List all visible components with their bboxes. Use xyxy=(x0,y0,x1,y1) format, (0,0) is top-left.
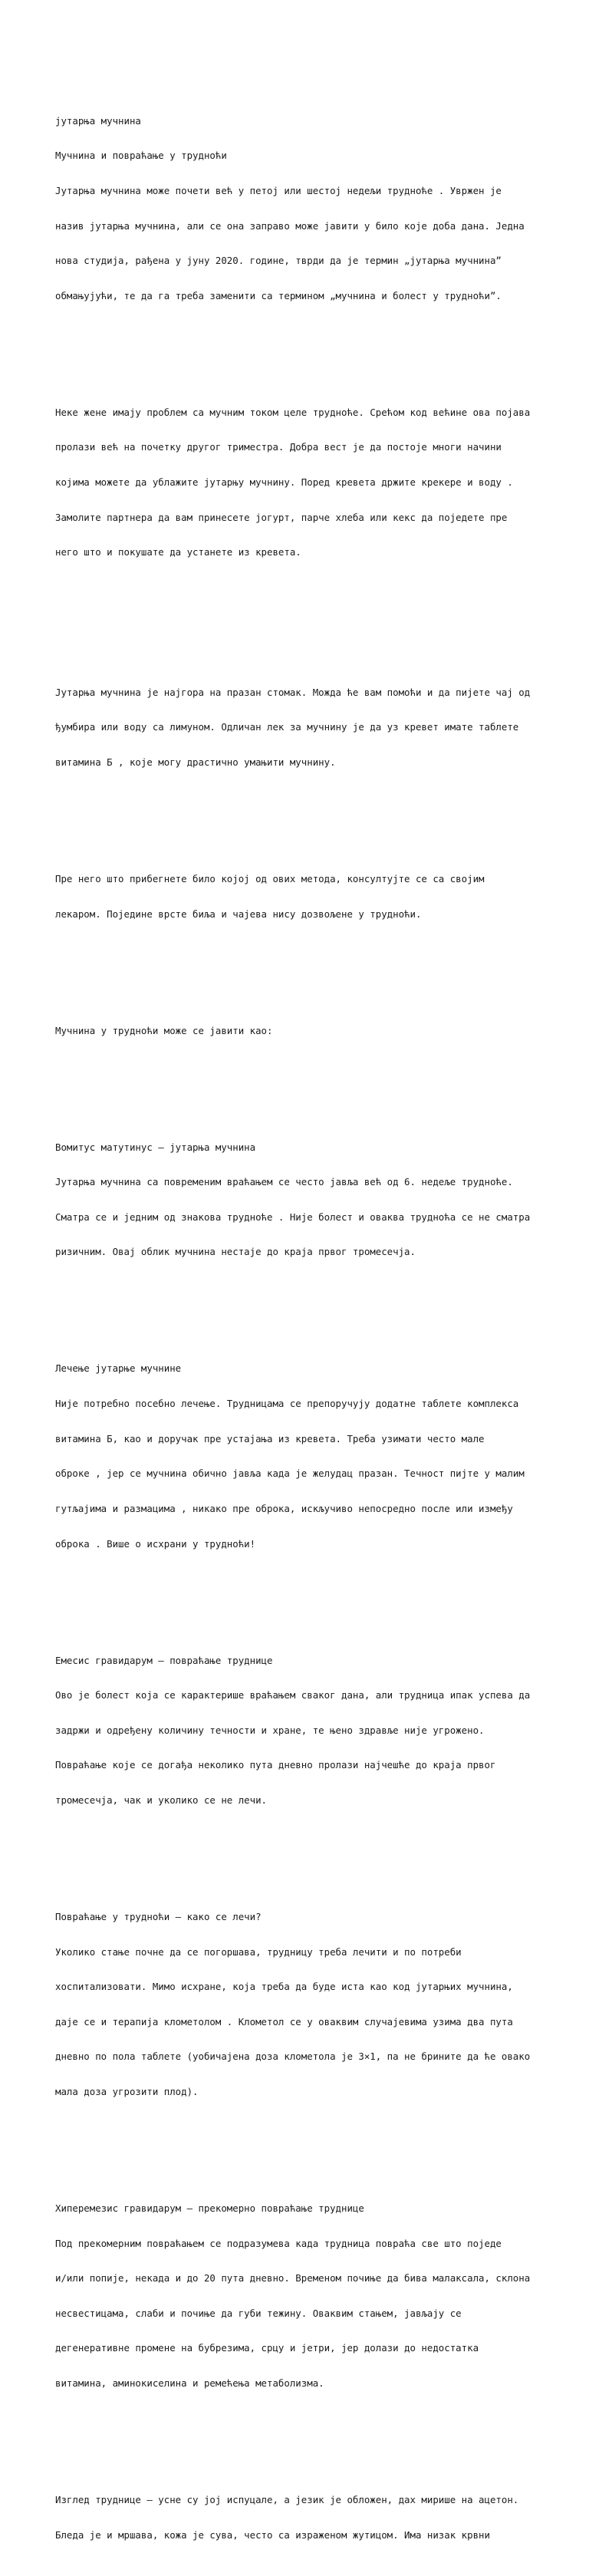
text-line: Под прекомерним повраћањем се подразумева када трудница повраћа све што поједе xyxy=(55,2237,502,2249)
paragraph-appearance xyxy=(55,2471,546,2564)
text-line: Пре него што прибегнете било којој од ових метода, консултујте се са својим xyxy=(55,872,485,884)
text-line: Јутарња мучнина може почети већ у петој или шестој недељи трудноће . Увржен је xyxy=(55,185,502,197)
text-line: дневно по пола таблете (уобичајена доза клометола је 3×1, па не брините да ће овако xyxy=(55,2051,531,2063)
text-line: Мучнина у трудноћи може се јавити као: xyxy=(55,1024,273,1036)
text-line: тромесечја, чак и уколико се не лечи. xyxy=(55,1794,268,1806)
text-line: Није потребно посебно лечење. Трудницама се препоручују додатне таблете комплекса xyxy=(55,1398,519,1410)
text-line: Изглед труднице – усне су јој испуцале, а језик је обложен, дах мирише на ацетон. xyxy=(55,2494,519,2506)
text-line: Неке жене имају проблем са мучним током целе трудноће. Срећом код већине ова појава xyxy=(55,406,531,418)
paragraph-intro xyxy=(55,91,546,324)
document-title: јутарња мучнина xyxy=(55,114,141,127)
text-line: ризичним. Овај облик мучнина нестаје до краја првог тромесечја. xyxy=(55,1246,416,1258)
text-line: којима можете да ублажите јутарњу мучнину. Поред кревета држите крекере и воду . xyxy=(55,476,513,489)
text-line: мала доза угрозити плод). xyxy=(55,2086,199,2098)
section-heading: Вомитус матутинус – јутарња мучнина xyxy=(55,1141,256,1153)
text-line: и/или попије, некада и до 20 пута дневно. Временом почиње да бива малаксала, склона xyxy=(55,2272,531,2284)
text-line: несвестицама, слаби и почиње да губи тежину. Оваквим стањем, јављају се xyxy=(55,2307,462,2319)
text-line: Јутарња мучнина са повременим враћањем се често јавља већ од 6. недеље трудноће. xyxy=(55,1176,513,1188)
text-line: Јутарња мучнина је најгора на празан стомак. Можда ће вам помоћи и да пијете чај од xyxy=(55,686,531,698)
paragraph-forms-intro xyxy=(55,1001,546,1059)
text-line: Повраћање које се догађа неколико пута дневно пролази најчешће до краја првог xyxy=(55,1759,496,1771)
section-heading: Мучнина и повраћање у трудноћи xyxy=(55,150,227,162)
text-line: Сматра се и једним од знакова трудноће . Није болест и оваква трудноћа се не сматра xyxy=(55,1211,531,1223)
text-line: Замолите партнера да вам принесете јогурт, парче хлеба или кекс да поједете пре xyxy=(55,511,508,523)
text-line: лекаром. Поједине врсте биља и чајева нису дозвољене у трудноћи. xyxy=(55,908,422,920)
text-line: Уколико стање почне да се погоршава, трудницу треба лечити и по потреби xyxy=(55,1945,462,1958)
text-line: витамина Б, као и доручак пре устајања из кревета. Треба узимати често мале xyxy=(55,1432,485,1444)
section-treatment xyxy=(55,1339,546,1573)
text-line: задржи и одређену количину течности и хране, те њено здравље није угрожено. xyxy=(55,1724,485,1736)
text-line: оброка . Више о исхрани у трудноћи! xyxy=(55,1537,256,1550)
section-vomitus-matutinus xyxy=(55,1118,546,1281)
text-line: гутљајима и размацима , никако пре оброка, искључиво непосредно после или између xyxy=(55,1502,513,1514)
section-heading: Емесис гравидарум – повраћање труднице xyxy=(55,1654,273,1666)
paragraph-consult-doctor xyxy=(55,850,546,944)
text-line: витамина Б , које могу драстично умањити мучнину. xyxy=(55,756,336,768)
text-line: Ово је болест која се карактерише враћањем сваког дана, али трудница ипак успева да xyxy=(55,1689,531,1701)
text-line: оброке , јер се мучнина обично јавља када је желудац празан. Течност пијте у малим xyxy=(55,1468,525,1480)
text-line: назив јутарња мучнина, али се она заправо може јавити у било које доба дана. Једна xyxy=(55,219,525,232)
text-line: хоспитализовати. Мимо исхране, која треба да буде иста као код јутарњих мучнина, xyxy=(55,1981,513,1993)
section-heading: Хиперемезис гравидарум – прекомерно повраћање труднице xyxy=(55,2202,364,2215)
text-line: ђумбира или воду са лимуном. Одличан лек за мучнину је да уз кревет имате таблете xyxy=(55,721,519,733)
paragraph-empty-stomach xyxy=(55,663,546,791)
section-emesis-gravidarum xyxy=(55,1631,546,1829)
section-heading: Лечење јутарње мучнине xyxy=(55,1362,182,1375)
text-line: пролази већ на почетку другог триместра. Добра вест је да постоје многи начини xyxy=(55,441,502,453)
section-hyperemesis xyxy=(55,2179,546,2413)
document-page xyxy=(55,68,546,2576)
text-line: Бледа је и мршава, кожа је сува, често са израженом жутицом. Има низак крвни xyxy=(55,2528,490,2541)
section-heading: Повраћање у трудноћи – како се лечи? xyxy=(55,1910,262,1922)
text-line: витамина, аминокиселина и ремећења метаболизма. xyxy=(55,2377,324,2390)
section-vomiting-treatment xyxy=(55,1888,546,2121)
text-line: обмањујући, те да га треба заменити са термином „мучнина и болест у трудноћи”. xyxy=(55,289,502,301)
text-line: нова студија, рађена у јуну 2020. године, тврди да је термин „јутарња мучнина” xyxy=(55,255,502,267)
text-line: него што и покушате да устанете из кревета. xyxy=(55,546,301,558)
text-line: дегенеративне промене на бубрезима, срцу и јетри, јер долази до недостатка xyxy=(55,2342,479,2354)
text-line: даје се и терапија клометолом . Клометол се у оваквим случајевима узима два пута xyxy=(55,2015,513,2028)
paragraph-relief-tips xyxy=(55,383,546,581)
